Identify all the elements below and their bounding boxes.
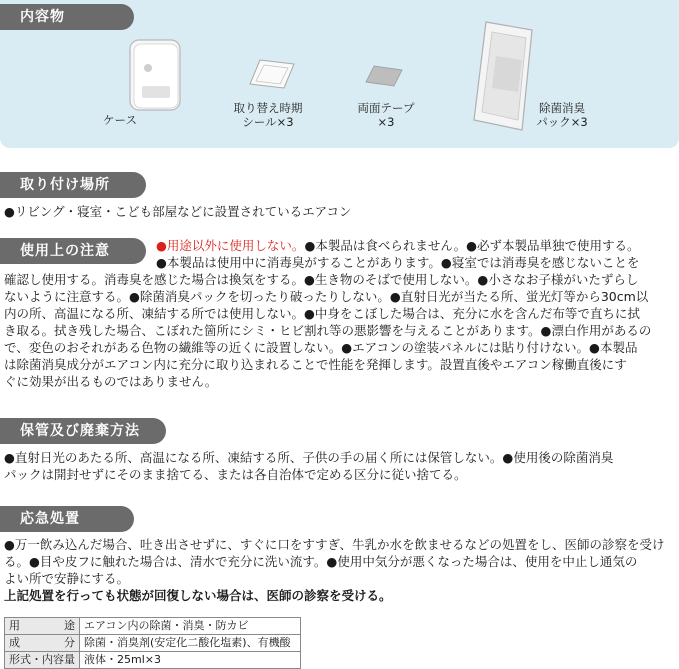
table-row: [5, 652, 301, 669]
red-bullet-icon: ●: [156, 238, 167, 253]
case-illustration: [126, 36, 184, 114]
caution-line-5: 内の所、高温になる所、凍結する所では使用しない。●中身をこぼした場合は、充分に水を含んだ布等で直ちに拭: [4, 306, 640, 321]
contents-panel: [0, 0, 679, 148]
install-heading: 取り付け場所: [0, 172, 146, 198]
spec-key: 成分: [5, 635, 80, 652]
item-label-tape: 両面テープ ×3: [357, 101, 415, 129]
spec-value: 除菌・消臭剤(安定化二酸化塩素)、有機酸: [80, 635, 301, 652]
install-text: ●リビング・寝室・こども部屋などに設置されているエアコン: [4, 204, 352, 219]
storage-heading: 保管及び廃棄方法: [0, 418, 166, 444]
caution-line-6: き取る。拭き残した場合、こぼれた箇所にシミ・ヒビ割れ等の悪影響を与えることがあります。●漂白作用があるの: [4, 323, 652, 338]
first-aid-bold-line: 上記処置を行っても状態が回復しない場合は、医師の診察を受ける。: [4, 588, 392, 603]
tape-illustration: [364, 64, 404, 88]
caution-heading: 使用上の注意: [0, 238, 146, 264]
first-aid-line-1: ●万一飲み込んだ場合、吐き出させずに、すぐに口をすすぎ、牛乳か水を飲ませるなどの処置をし、医師の診察を受け: [4, 537, 665, 552]
storage-line-2: パックは開封せずにそのまま捨てる、または各自治体で定める区分に従い捨てる。: [4, 467, 467, 482]
caution-line-7: で、変色のおそれがある色物の繊維等の近くに設置しない。●エアコンの塗装パネルには貼り付けない。●本製品: [4, 340, 638, 355]
spec-key: 用途: [5, 618, 80, 635]
caution-line-9: ぐに効果が出るものではありません。: [4, 374, 218, 389]
storage-line-1: ●直射日光のあたる所、高温になる所、凍結する所、子供の手の届く所には保管しない。●使用後の除菌消臭: [4, 450, 614, 465]
item-label-pack: 除菌消臭 パック×3: [536, 101, 588, 129]
item-label-case: ケース: [103, 113, 137, 127]
item-label-sticker: 取り替え時期 シール×3: [233, 101, 303, 129]
spec-key: 形式・内容量: [5, 652, 80, 669]
caution-line-8: は除菌消臭成分がエアコン内に充分に取り込まれることで性能を発揮します。設置直後やエアコン稼働直後にす: [4, 357, 627, 372]
spec-value: エアコン内の除菌・消臭・防カビ: [80, 618, 301, 635]
caution-first-line: [156, 238, 640, 255]
caution-red-text: 用途以外に使用しない。: [166, 238, 305, 253]
spec-table: [4, 617, 301, 669]
first-aid-line-2: る。●目や皮フに触れた場合は、清水で充分に洗い流す。●使用中気分が悪くなった場合は、使用を中止し通気の: [4, 554, 638, 569]
first-aid-heading: 応急処置: [0, 506, 134, 532]
spec-value: 液体・25ml×3: [80, 652, 301, 669]
contents-heading: 内容物: [0, 4, 134, 30]
caution-line-3: 確認し使用する。消毒臭を感じた場合は換気をする。●生き物のそばで使用しない。●小さなお子様がいたずらし: [4, 272, 639, 287]
first-aid-line-3: よい所で安静にする。: [4, 571, 130, 586]
caution-line-4: ないように注意する。●除菌消臭パックを切ったり破ったりしない。●直射日光が当たる所、蛍光灯等から30cm以: [4, 289, 649, 304]
caution-line-1: ●本製品は食べられません。●必ず本製品単独で使用する。: [304, 238, 640, 253]
sticker-illustration: [248, 56, 296, 92]
table-row: [5, 618, 301, 635]
table-row: [5, 635, 301, 652]
caution-line-2: ●本製品は使用中に消毒臭がすることがあります。●寝室では消毒臭を感じないことを: [156, 255, 640, 270]
